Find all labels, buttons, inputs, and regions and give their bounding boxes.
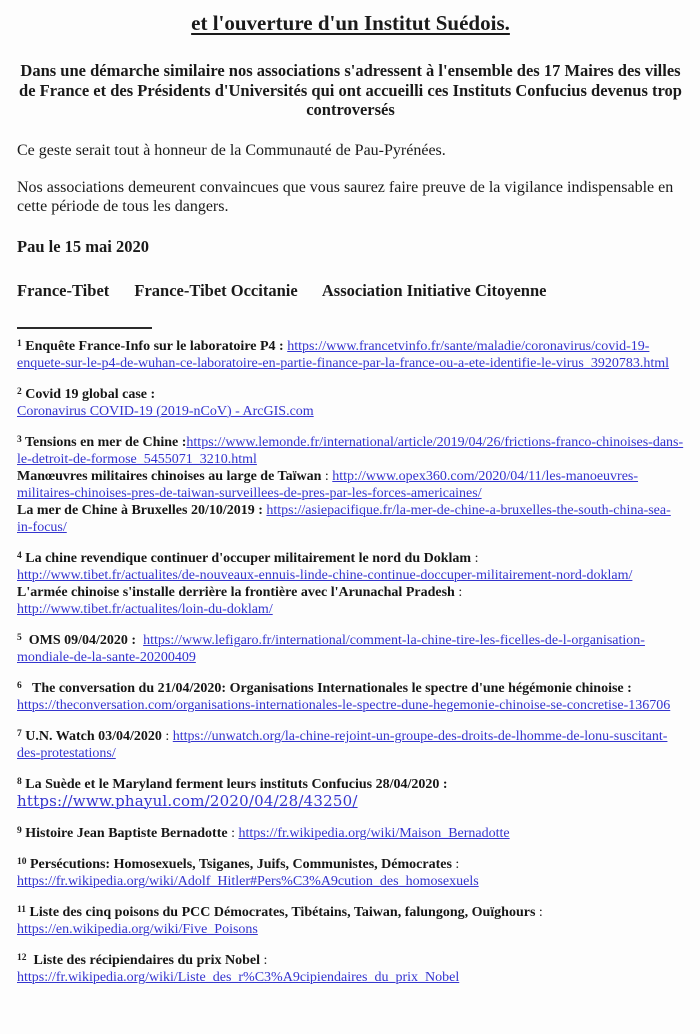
footnote-number: 5 [17,632,22,643]
footnote-number: 4 [17,550,22,561]
footnote-link[interactable]: https://fr.wikipedia.org/wiki/Adolf_Hitler#Pers%C3%A9cution_des_homosexuels [17,874,479,889]
footnote-12 [17,952,684,986]
footnote-link[interactable]: https://www.lefigaro.fr/international/comment-la-chine-tire-les-ficelles-de-l-organisation-mondiale-de-la-sante-20200409 [17,633,645,665]
signatory-france-tibet-occitanie: France-Tibet Occitanie [134,281,298,300]
footnote-number: 10 [17,856,27,867]
footnote-label: La Suède et le Maryland ferment leurs instituts Confucius 28/04/2020 : [21,777,448,792]
footnote-label: Enquête France-Info sur le laboratoire P4 : [21,339,288,354]
footnote-11 [17,904,684,938]
signatory-france-tibet: France-Tibet [17,281,110,300]
footnote-number: 2 [17,386,22,397]
footnote-link[interactable]: https://en.wikipedia.org/wiki/Five_Poisons [17,922,258,937]
footnote-link[interactable]: https://theconversation.com/organisations-internationales-le-spectre-dune-hegemonie-chinoise-se-concretise-136706 [17,698,671,713]
footnote-link[interactable]: http://www.tibet.fr/actualites/de-nouveaux-ennuis-linde-chine-continue-doccuper-militairement-nord-doklam/ [17,568,633,583]
footnote-text: : [161,729,173,744]
footnote-1 [17,338,684,372]
paragraph-honneur: Ce geste serait tout à honneur de la Communauté de Pau-Pyrénées. [17,141,446,159]
footnote-label: L'armée chinoise s'installe derrière la frontière avec l'Arunachal Pradesh [17,585,455,600]
footnote-8 [17,776,684,811]
footnote-label: La mer de Chine à Bruxelles 20/10/2019 : [17,503,267,518]
footnote-link[interactable]: https://fr.wikipedia.org/wiki/Liste_des_r%C3%A9cipiendaires_du_prix_Nobel [17,970,460,985]
footnote-text: : [321,469,333,484]
date-line: Pau le 15 mai 2020 [17,237,149,256]
footnote-label: The conversation du 21/04/2020: Organisations Internationales le spectre d'une hégémonie chinoise : [21,681,632,696]
footnote-link[interactable]: https://www.phayul.com/2020/04/28/43250/ [17,792,358,810]
footnote-label: Covid 19 global case : [21,387,156,402]
footnote-link[interactable]: http://www.tibet.fr/actualites/loin-du-doklam/ [17,602,273,617]
footnote-label: Liste des cinq poisons du PCC Démocrates, Tibétains, Taiwan, falungong, Ouïghours [25,905,536,920]
footnote-link[interactable]: https://fr.wikipedia.org/wiki/Maison_Bernadotte [238,826,510,841]
intro-paragraph: Dans une démarche similaire nos associations s'adressent à l'ensemble des 17 Maires des villes de France et des Présidents d'Universités qui ont accueilli ces Instituts Confucius devenus trop controversés [19,61,682,119]
footnote-number: 3 [17,434,22,445]
document-title: et l'ouverture d'un Institut Suédois. [191,11,510,35]
signatory-association-initiative-citoyenne: Association Initiative Citoyenne [321,281,547,300]
footnote-text: : [454,585,463,600]
footnote-label: Persécutions: Homosexuels, Tsiganes, Juifs, Communistes, Démocrates [26,857,452,872]
footnote-6 [17,680,684,714]
footnote-number: 12 [17,952,27,963]
footnote-number: 9 [17,825,22,836]
footnotes-section [17,338,684,986]
footnote-link[interactable]: Coronavirus COVID-19 (2019-nCoV) - ArcGIS.com [17,404,314,419]
footnote-text: : [227,826,239,841]
footnote-7 [17,728,684,762]
footnote-number: 6 [17,680,22,691]
footnote-label: OMS 09/04/2020 : [21,633,144,648]
footnote-label: Liste des récipiendaires du prix Nobel [26,953,260,968]
document-page [0,10,700,1034]
footnote-link[interactable]: http://www.opex360.com/2020/04/11/les-manoeuvres-militaires-chinoises-pres-de-taiwan-surveillees-de-pres-par-les-forces-americaines/ [17,469,639,501]
paragraph-vigilance: Nos associations demeurent convaincues que vous saurez faire preuve de la vigilance indispensable en cette période de tous les dangers. [17,179,674,215]
footnote-label: La chine revendique continuer d'occuper militairement le nord du Doklam [21,551,472,566]
footnote-link[interactable]: https://www.francetvinfo.fr/sante/maladie/coronavirus/covid-19-enquete-sur-le-p4-de-wuhan-ce-laboratoire-en-partie-finance-par-la-france-ou-a-ete-identifie-le-virus_3920783.html [17,339,670,371]
signatories-line [17,282,684,300]
footnote-number: 11 [17,904,26,915]
footnote-link[interactable]: https://unwatch.org/la-chine-rejoint-un-groupe-des-droits-de-lhomme-de-lonu-suscitant-des-protestations/ [17,729,668,761]
footnote-text: : [451,857,460,872]
footnote-number: 1 [17,338,22,349]
footnote-link[interactable]: https://asiepacifique.fr/la-mer-de-chine-a-bruxelles-the-south-china-sea-in-focus/ [17,503,671,535]
footnote-separator [17,327,152,329]
footnote-number: 7 [17,728,22,739]
footnote-link[interactable]: https://www.lemonde.fr/international/article/2019/04/26/frictions-franco-chinoises-dans-le-detroit-de-formose_5455071_3210.html [17,435,684,467]
footnote-4 [17,550,684,618]
footnote-text: : [259,953,268,968]
footnote-5 [17,632,684,666]
footnote-9 [17,825,684,842]
footnote-10 [17,856,684,890]
footnote-text: : [471,551,479,566]
footnote-label: U.N. Watch 03/04/2020 [21,729,162,744]
footnote-label: Histoire Jean Baptiste Bernadotte [21,826,228,841]
footnote-text: : [535,905,543,920]
footnote-label: Tensions en mer de Chine : [21,435,187,450]
footnote-label: Manœuvres militaires chinoises au large de Taïwan [17,469,322,484]
footnote-number: 8 [17,776,22,787]
footnote-2 [17,386,684,420]
footnote-3 [17,434,684,536]
